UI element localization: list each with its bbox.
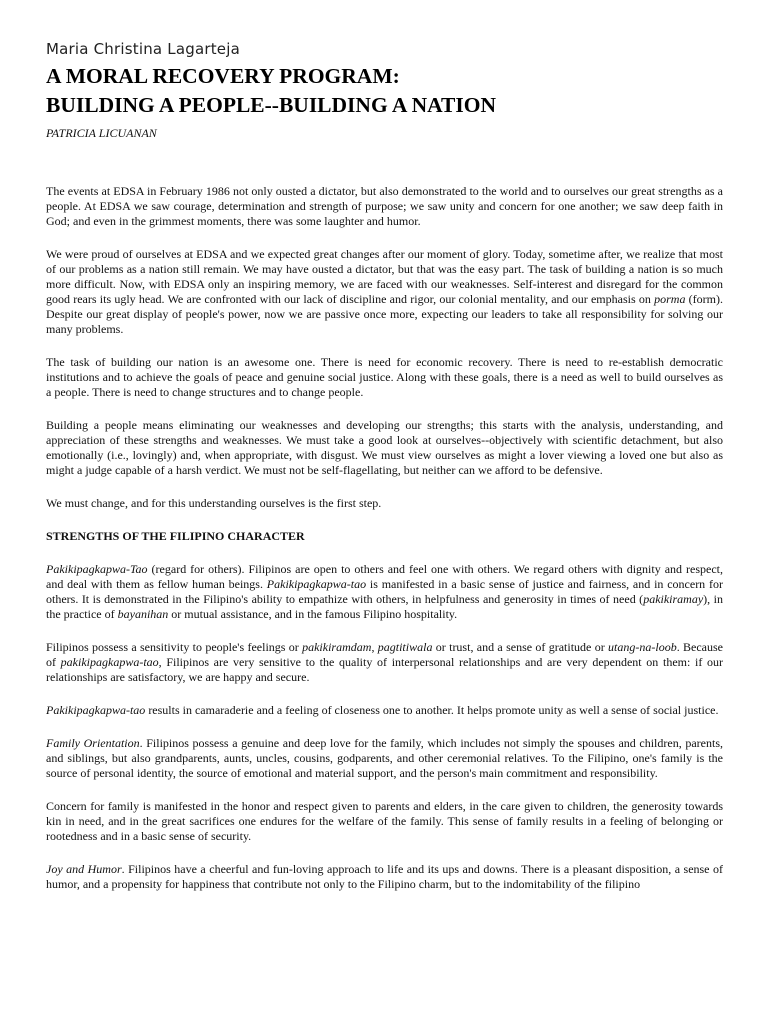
- author-name: PATRICIA LICUANAN: [46, 126, 157, 140]
- paragraph-1: The events at EDSA in February 1986 not only ousted a dictator, but also demonstrated to the world and to ourselves our great strengths as a people. At EDSA we saw courage, determination and strength of purpose; we saw unity and concern for one another; we saw deep faith in God; and even in the grimmest moments, there was some laughter and humor.: [46, 184, 723, 228]
- paragraph-7: Filipinos possess a sensitivity to people's feelings or pakikiramdam, pagtitiwala or trust, and a sense of gratitude or utang-na-loob. Because of pakikipagkapwa-tao, Filipinos are very sensitive to the quality of interpersonal relationships and are very dependent on them: if our relationships are satisfactory, we are happy and secure.: [46, 640, 724, 684]
- paragraph-9: Family Orientation. Filipinos possess a genuine and deep love for the family, which includes not simply the spouses and children, parents, and siblings, but also grandparents, aunts, uncles, cousins, godparents, and other ceremonial relatives. To the Filipino, one's family is the source of personal identity, the source of emotional and material support, and the person's main commitment and responsibility.: [46, 736, 723, 780]
- title-line-1: A MORAL RECOVERY PROGRAM:: [46, 64, 400, 88]
- document-title: [46, 62, 723, 120]
- document-body: [46, 184, 723, 892]
- section-heading: STRENGTHS OF THE FILIPINO CHARACTER: [46, 529, 305, 543]
- paragraph-6: Pakikipagkapwa-Tao (regard for others). Filipinos are open to others and feel one with others. We regard others with dignity and respect, and deal with them as fellow human beings. Pakikipagkapwa-tao is manifested in a basic sense of justice and fairness, and in concern for others. It is demonstrated in the Filipino's ability to empathize with others, in helpfulness and generosity in times of need (pakikiramay), in the practice of bayanihan or mutual assistance, and in the famous Filipino hospitality.: [46, 562, 723, 621]
- paragraph-2: We were proud of ourselves at EDSA and we expected great changes after our moment of glory. Today, sometime after, we realize that most of our problems as a nation still remain. We may have ousted a dictator, but that was the easy part. The task of building a nation is so much more difficult. Now, with EDSA only an inspiring memory, we are faced with our weaknesses. Self-interest and disregard for the common good rears its ugly head. We are confronted with our lack of discipline and rigor, our colonial mentality, and our emphasis on porma (form). Despite our great display of people's power, now we are passive once more, expecting our leaders to take all responsibility for solving our many problems.: [46, 247, 724, 336]
- paragraph-8: Pakikipagkapwa-tao results in camaraderie and a feeling of closeness one to another. It helps promote unity as well a sense of social justice.: [46, 703, 719, 717]
- paragraph-3: The task of building our nation is an awesome one. There is need for economic recovery. There is need to re-establish democratic institutions and to achieve the goals of peace and genuine social justice. Along with these goals, there is a need as well to build ourselves as a people. There is need to change structures and to change people.: [46, 355, 723, 399]
- title-line-2: BUILDING A PEOPLE--BUILDING A NATION: [46, 93, 496, 117]
- uploader-name[interactable]: Maria Christina Lagarteja: [46, 40, 240, 58]
- paragraph-4: Building a people means eliminating our weaknesses and developing our strengths; this starts with the analysis, understanding, and appreciation of these strengths and weaknesses. We must take a good look at ourselves--objectively with scientific detachment, but also emotionally (i.e., lovingly) and, when appropriate, with disgust. We must view ourselves as might a lover viewing a loved one but also as might a judge capable of a harsh verdict. We must not be self-flagellating, but neither can we afford to be defensive.: [46, 418, 723, 477]
- paragraph-5: We must change, and for this understanding ourselves is the first step.: [46, 496, 382, 510]
- paragraph-10: Concern for family is manifested in the honor and respect given to parents and elders, in the care given to children, the generosity towards kin in need, and in the great sacrifices one endures for the welfare of the family. This sense of family results in a feeling of belonging or rootedness and in a basic sense of security.: [46, 799, 723, 843]
- paragraph-11: Joy and Humor. Filipinos have a cheerful and fun-loving approach to life and its ups and downs. There is a pleasant disposition, a sense of humor, and a propensity for happiness that contribute not only to the Filipino charm, but to the indomitability of the filipino: [46, 862, 723, 891]
- document-page: [46, 40, 723, 910]
